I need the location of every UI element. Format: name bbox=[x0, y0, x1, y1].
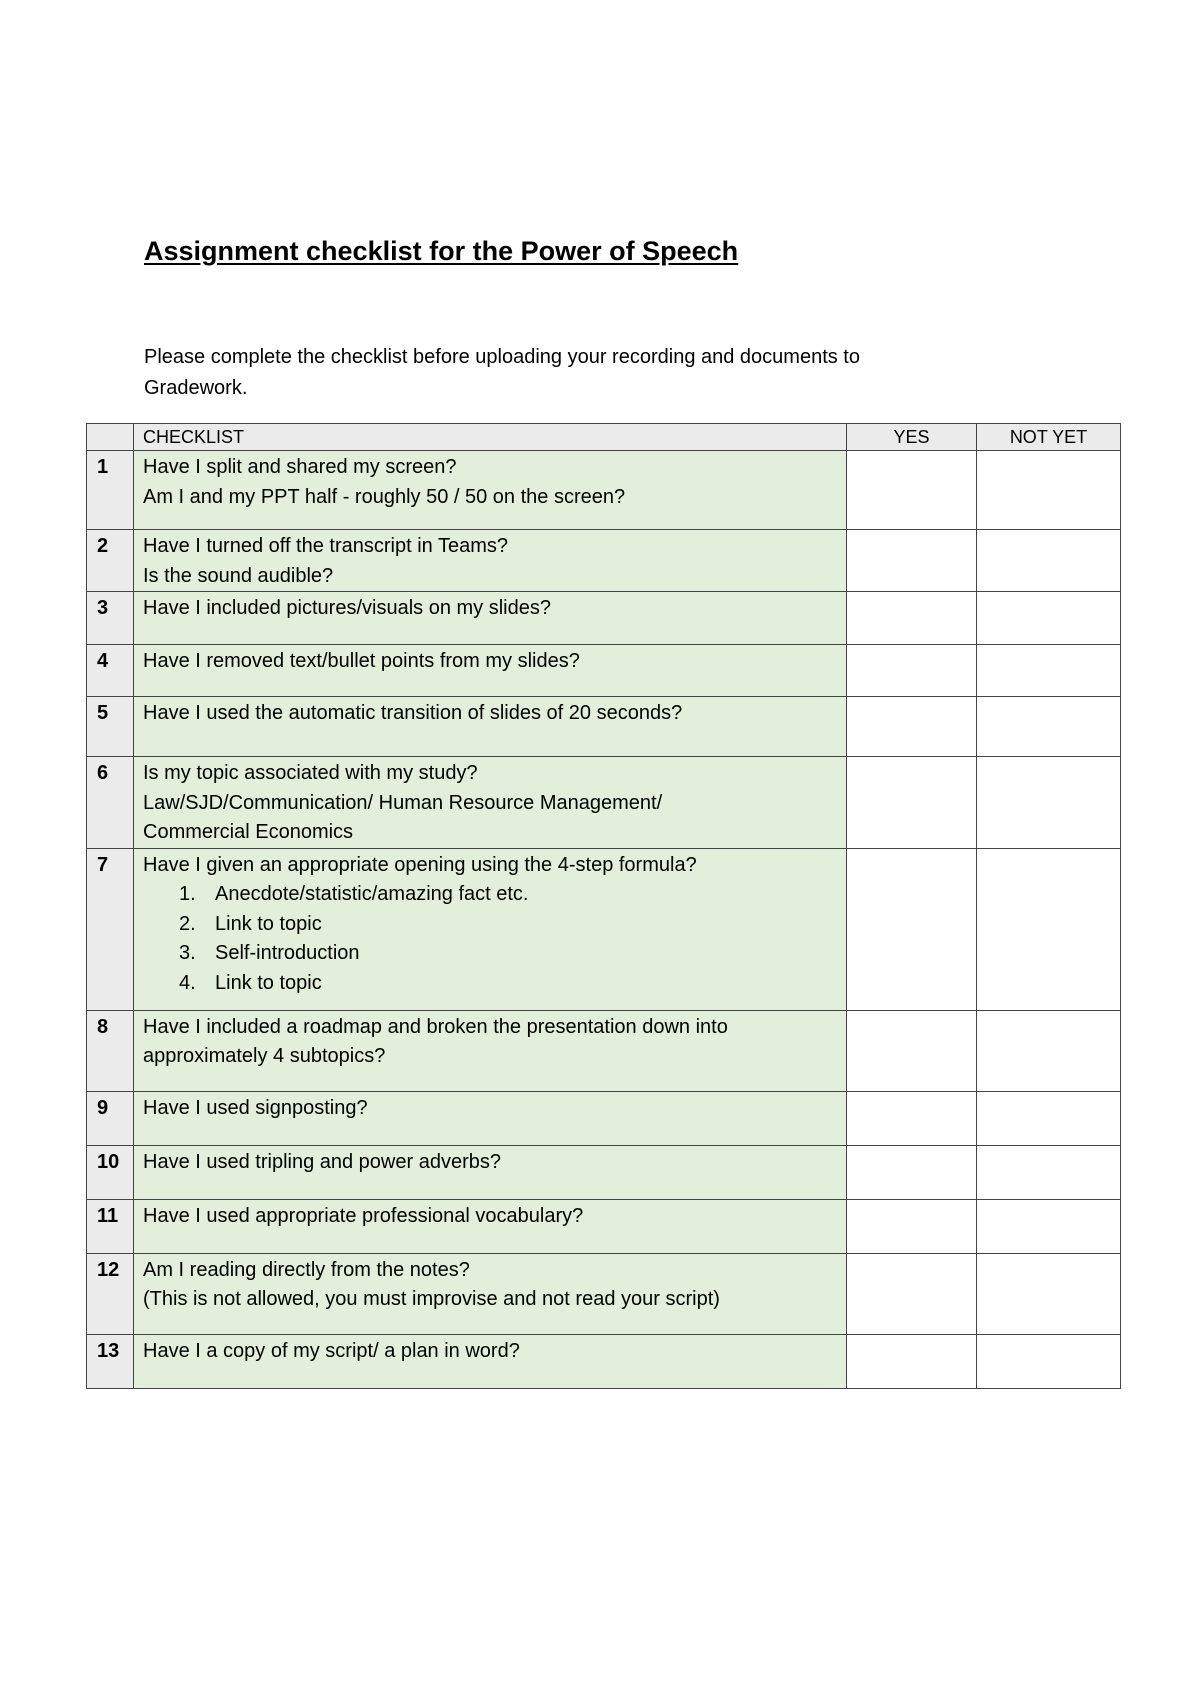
header-number bbox=[87, 424, 134, 451]
checklist-item-text: Have I given an appropriate opening using the 4-step formula? bbox=[143, 853, 697, 876]
yes-cell[interactable] bbox=[847, 697, 977, 757]
not-yet-cell[interactable] bbox=[977, 848, 1121, 1010]
checklist-table bbox=[86, 423, 1121, 1389]
row-number: 8 bbox=[87, 1010, 134, 1091]
checklist-item-text: Have I included pictures/visuals on my slides? bbox=[143, 597, 551, 619]
checklist-row bbox=[87, 1253, 1121, 1334]
sub-item-number: 2. bbox=[179, 912, 196, 935]
checklist-item bbox=[134, 592, 847, 645]
sub-item-number: 4. bbox=[179, 971, 196, 994]
not-yet-cell[interactable] bbox=[977, 1253, 1121, 1334]
yes-cell[interactable] bbox=[847, 451, 977, 530]
row-number: 6 bbox=[87, 757, 134, 849]
not-yet-cell[interactable] bbox=[977, 645, 1121, 697]
yes-cell[interactable] bbox=[847, 757, 977, 849]
sub-item-text: Link to topic bbox=[215, 971, 322, 994]
yes-cell[interactable] bbox=[847, 530, 977, 592]
row-number: 10 bbox=[87, 1145, 134, 1199]
checklist-item-text: Law/SJD/Communication/ Human Resource Management/ bbox=[143, 791, 663, 814]
checklist-body bbox=[87, 451, 1121, 1389]
intro-text: Please complete the checklist before uploading your recording and documents to Gradework. bbox=[144, 346, 860, 399]
sub-item-text: Anecdote/statistic/amazing fact etc. bbox=[215, 883, 529, 905]
checklist-item-text: Have I removed text/bullet points from my slides? bbox=[143, 650, 580, 672]
checklist-row bbox=[87, 645, 1121, 697]
checklist-row bbox=[87, 530, 1121, 592]
yes-cell[interactable] bbox=[847, 1091, 977, 1145]
not-yet-cell[interactable] bbox=[977, 697, 1121, 757]
header-yes: YES bbox=[847, 424, 977, 451]
not-yet-cell[interactable] bbox=[977, 1010, 1121, 1091]
yes-cell[interactable] bbox=[847, 645, 977, 697]
row-number: 3 bbox=[87, 592, 134, 645]
sub-item-list bbox=[143, 880, 838, 998]
row-number: 13 bbox=[87, 1334, 134, 1388]
checklist-item-text: Am I and my PPT half - roughly 50 / 50 on the screen? bbox=[143, 485, 626, 508]
row-number: 4 bbox=[87, 645, 134, 697]
checklist-item bbox=[134, 1145, 847, 1199]
sub-item bbox=[179, 939, 838, 969]
yes-cell[interactable] bbox=[847, 1145, 977, 1199]
sub-item-number: 3. bbox=[179, 942, 196, 964]
checklist-row bbox=[87, 848, 1121, 1010]
checklist-item-text: Have I used appropriate professional vocabulary? bbox=[143, 1204, 584, 1227]
checklist-item-text: Is my topic associated with my study? bbox=[143, 762, 478, 784]
header-checklist: CHECKLIST bbox=[134, 424, 847, 451]
checklist-row bbox=[87, 1199, 1121, 1253]
yes-cell[interactable] bbox=[847, 592, 977, 645]
checklist-row bbox=[87, 1145, 1121, 1199]
checklist-item-text: Have I turned off the transcript in Teams? bbox=[143, 535, 509, 557]
checklist-item bbox=[134, 1091, 847, 1145]
sub-item-text: Self-introduction bbox=[215, 942, 360, 964]
checklist-item bbox=[134, 451, 847, 530]
checklist-item-text: approximately 4 subtopics? bbox=[143, 1045, 386, 1067]
checklist-item-text: Have I split and shared my screen? bbox=[143, 456, 457, 478]
row-number: 9 bbox=[87, 1091, 134, 1145]
checklist-item bbox=[134, 1199, 847, 1253]
checklist-row bbox=[87, 451, 1121, 530]
checklist-item bbox=[134, 1334, 847, 1388]
checklist-item-text: Have I included a roadmap and broken the presentation down into bbox=[143, 1015, 728, 1038]
page-title: Assignment checklist for the Power of Speech bbox=[144, 236, 739, 266]
checklist-item-text: Is the sound audible? bbox=[143, 564, 334, 587]
checklist-item-text: Have I used tripling and power adverbs? bbox=[143, 1150, 501, 1173]
row-number: 1 bbox=[87, 451, 134, 530]
yes-cell[interactable] bbox=[847, 1199, 977, 1253]
checklist-item-text: Have I used signposting? bbox=[143, 1096, 368, 1119]
checklist-item bbox=[134, 1253, 847, 1334]
row-number: 2 bbox=[87, 530, 134, 592]
not-yet-cell[interactable] bbox=[977, 1145, 1121, 1199]
sub-item-number: 1. bbox=[179, 883, 196, 905]
yes-cell[interactable] bbox=[847, 1253, 977, 1334]
checklist-item-text: Am I reading directly from the notes? bbox=[143, 1258, 470, 1281]
row-number: 7 bbox=[87, 848, 134, 1010]
not-yet-cell[interactable] bbox=[977, 592, 1121, 645]
checklist-item bbox=[134, 697, 847, 757]
not-yet-cell[interactable] bbox=[977, 451, 1121, 530]
not-yet-cell[interactable] bbox=[977, 1091, 1121, 1145]
yes-cell[interactable] bbox=[847, 1010, 977, 1091]
sub-item bbox=[179, 969, 838, 999]
header-not-yet: NOT YET bbox=[977, 424, 1121, 451]
sub-item bbox=[179, 880, 838, 910]
sub-item bbox=[179, 910, 838, 940]
yes-cell[interactable] bbox=[847, 1334, 977, 1388]
checklist-item-text: Have I a copy of my script/ a plan in word? bbox=[143, 1339, 520, 1362]
checklist-item-text: (This is not allowed, you must improvise and not read your script) bbox=[143, 1288, 720, 1310]
checklist-item-text: Commercial Economics bbox=[143, 821, 354, 843]
header-row bbox=[87, 424, 1121, 451]
checklist-item bbox=[134, 645, 847, 697]
checklist-row bbox=[87, 697, 1121, 757]
row-number: 5 bbox=[87, 697, 134, 757]
not-yet-cell[interactable] bbox=[977, 1199, 1121, 1253]
checklist-row bbox=[87, 1091, 1121, 1145]
checklist-row bbox=[87, 757, 1121, 849]
not-yet-cell[interactable] bbox=[977, 1334, 1121, 1388]
checklist-item bbox=[134, 1010, 847, 1091]
checklist-item bbox=[134, 848, 847, 1010]
checklist-row bbox=[87, 592, 1121, 645]
checklist-row bbox=[87, 1334, 1121, 1388]
checklist-row bbox=[87, 1010, 1121, 1091]
row-number: 12 bbox=[87, 1253, 134, 1334]
row-number: 11 bbox=[87, 1199, 134, 1253]
yes-cell[interactable] bbox=[847, 848, 977, 1010]
checklist-item-text: Have I used the automatic transition of slides of 20 seconds? bbox=[143, 702, 683, 724]
not-yet-cell[interactable] bbox=[977, 757, 1121, 849]
not-yet-cell[interactable] bbox=[977, 530, 1121, 592]
checklist-item bbox=[134, 757, 847, 849]
checklist-item bbox=[134, 530, 847, 592]
sub-item-text: Link to topic bbox=[215, 912, 322, 935]
